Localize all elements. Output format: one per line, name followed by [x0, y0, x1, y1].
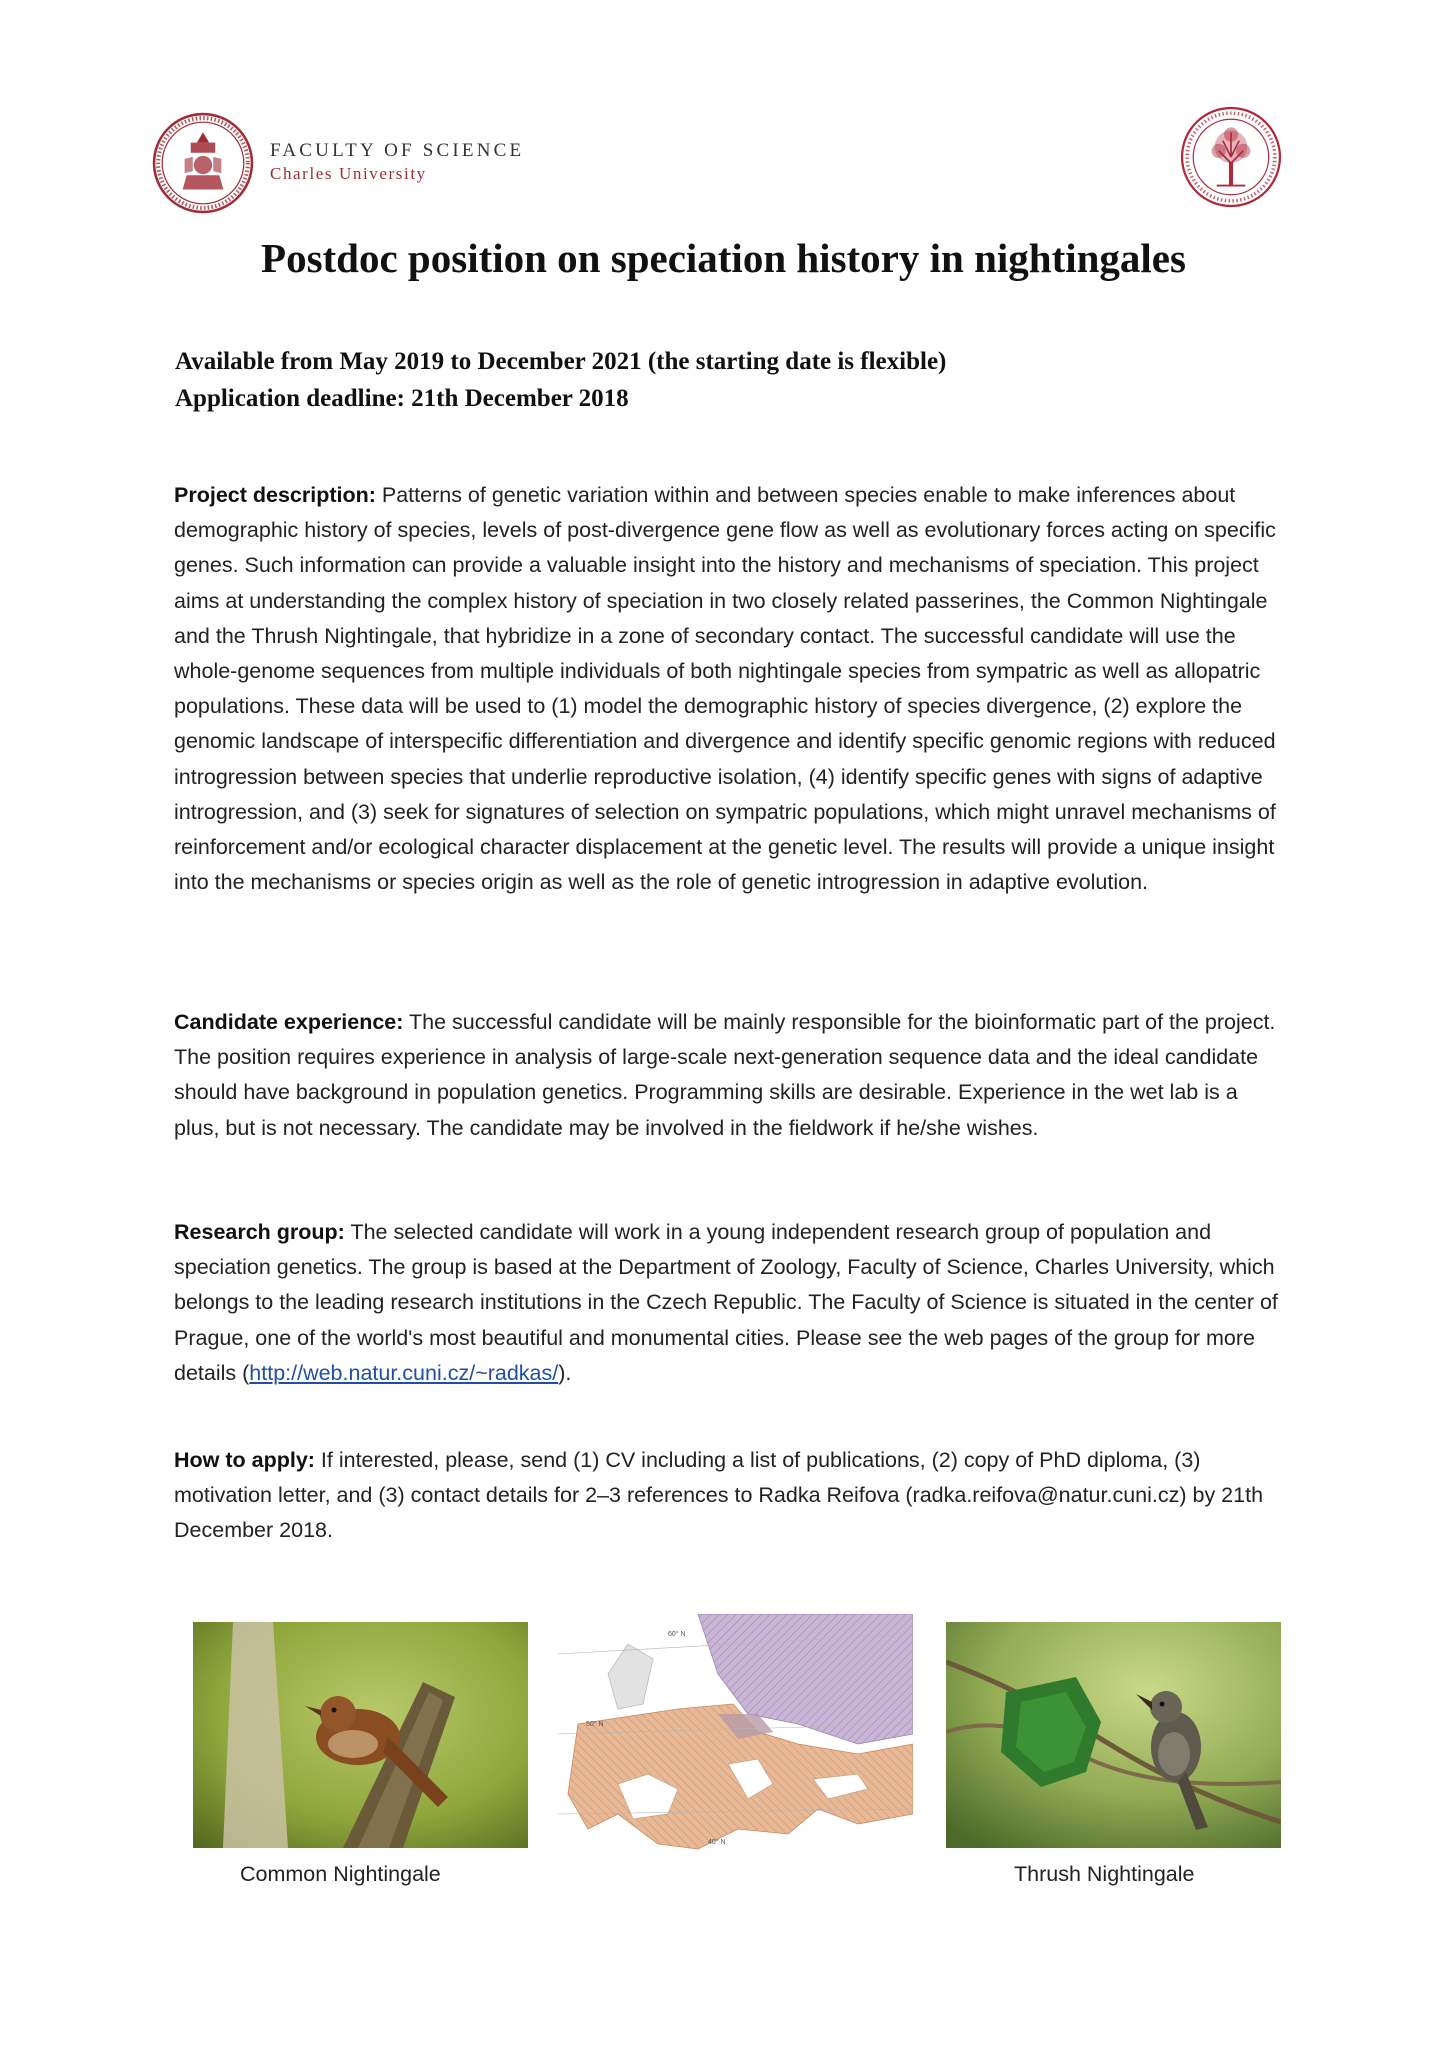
link-close: ). — [558, 1360, 572, 1385]
research-group — [174, 1215, 1286, 1391]
link-open: ( — [242, 1360, 250, 1385]
page-title: Postdoc position on speciation history in nightingales — [261, 235, 1186, 281]
distribution-map — [558, 1614, 913, 1854]
brand-university: Charles University — [270, 164, 427, 183]
brand-faculty: FACULTY OF SCIENCE — [270, 140, 525, 161]
project-label: Project description: — [174, 483, 376, 507]
university-seal-icon — [152, 112, 254, 214]
group-web-link[interactable]: http://web.natur.cuni.cz/~radkas/ — [249, 1360, 559, 1385]
caption-common-nightingale: Common Nightingale — [240, 1862, 441, 1886]
project-description — [174, 478, 1286, 900]
apply-label: How to apply: — [174, 1448, 315, 1472]
how-to-apply — [174, 1443, 1286, 1549]
availability-line: Available from May 2019 to December 2021 (the starting date is flexible) — [175, 348, 947, 375]
map-label-60n: 60° N — [668, 1631, 686, 1638]
caption-thrush-nightingale: Thrush Nightingale — [1014, 1862, 1195, 1886]
map-label-40n: 40° N — [708, 1839, 726, 1846]
common-nightingale-photo — [193, 1622, 528, 1848]
research-label: Research group: — [174, 1220, 345, 1244]
thrush-nightingale-photo — [946, 1622, 1281, 1848]
deadline-line: Application deadline: 21th December 2018 — [175, 385, 629, 412]
apply-text: If interested, please, send (1) CV including a list of publications, (2) copy of PhD diploma, (3) motivation letter, and (3) contact details for 2–3 references to Radka Reifova (radka.reifova@natur.cuni.cz) by 21th December 2018. — [174, 1448, 1264, 1543]
map-label-50n: 50° N — [586, 1721, 604, 1728]
candidate-label: Candidate experience: — [174, 1010, 404, 1034]
tree-seal-icon — [1180, 106, 1282, 208]
research-text: The selected candidate will work in a young independent research group of population and speciation genetics. The group is based at the Department of Zoology, Faculty of Science, Charles University, which belongs to the leading research institutions in the Czech Republic. The Faculty of Science is situated in the center of Prague, one of the world's most beautiful and monumental cities. Please see the web pages of the group for more details — [174, 1220, 1278, 1385]
candidate-experience — [174, 1005, 1286, 1146]
project-text: Patterns of genetic variation within and between species enable to make inferences about demographic history of species, levels of post-divergence gene flow as well as evolutionary forces acting on specific genes. Such information can provide a valuable insight into the history and mechanisms of speciation. This project aims at understanding the complex history of speciation in two closely related passerines, the Common Nightingale and the Thrush Nightingale, that hybridize in a zone of secondary contact. The successful candidate will use the whole-genome sequences from multiple individuals of both nightingale species from sympatric as well as allopatric populations. These data will be used to (1) model the demographic history of species divergence, (2) explore the genomic landscape of interspecific differentiation and divergence and identify specific genomic regions with reduced introgression between species that underlie reproductive isolation, (4) identify specific genes with signs of adaptive introgression, and (3) seek for signatures of selection on sympatric populations, which might unravel mechanisms of reinforcement and/or ecological character displacement at the genetic level. The results will provide a unique insight into the mechanisms or species origin as well as the role of genetic introgression in adaptive evolution. — [174, 483, 1276, 895]
candidate-text: The successful candidate will be mainly responsible for the bioinformatic part of the project. The position requires experience in analysis of large-scale next-generation sequence data and the ideal candidate should have background in population genetics. Programming skills are desirable. Experience in the wet lab is a plus, but is not necessary. The candidate may be involved in the fieldwork if he/she wishes. — [174, 1010, 1276, 1140]
